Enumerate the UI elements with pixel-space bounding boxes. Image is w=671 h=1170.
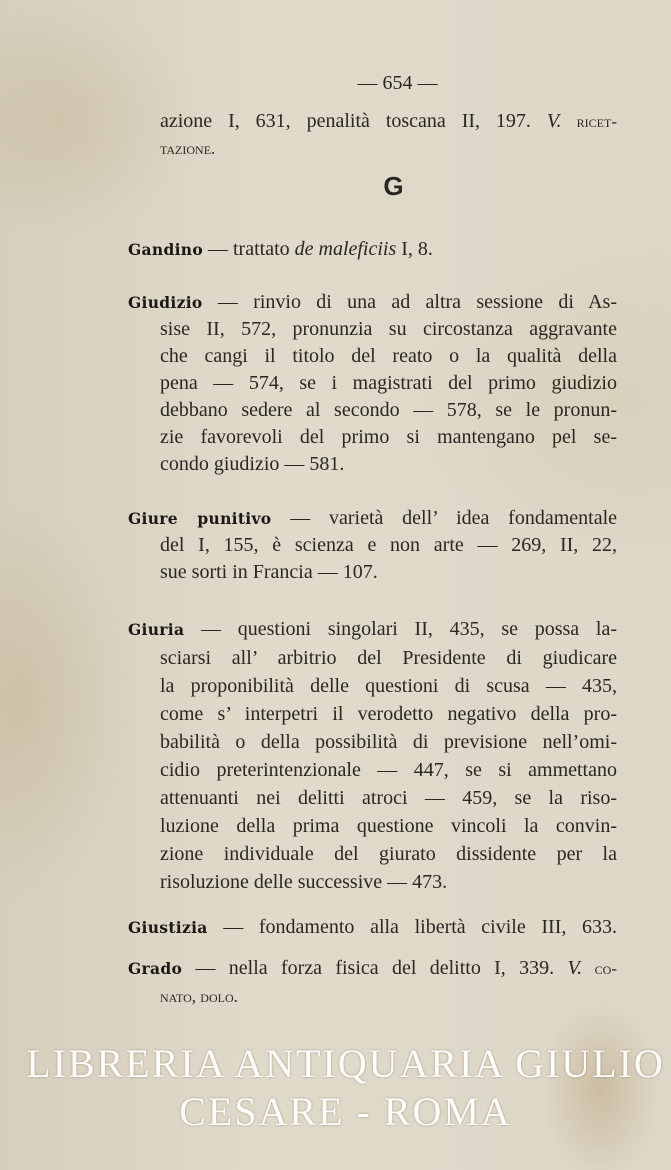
line: zione individuale del giurato dissidente per la	[160, 843, 617, 865]
line: — fondamento alla libertà civile III, 633.	[207, 916, 617, 938]
line: condo giudizio — 581.	[160, 453, 345, 475]
headword: Grado	[128, 959, 183, 978]
line: sue sorti in Francia — 107.	[160, 561, 378, 583]
cross-reference: tazione.	[160, 139, 216, 158]
line: luzione della prima questione vincoli la convin-	[160, 815, 617, 837]
headword: Giure punitivo	[128, 509, 272, 528]
line: babilità o della possibilità di previsione nell’omi-	[160, 731, 617, 753]
line: attenuanti nei delitti atroci — 459, se la riso-	[160, 787, 617, 809]
text: azione I, 631, penalità toscana II, 197.	[160, 110, 547, 132]
text-italic: de maleficiis	[294, 238, 397, 260]
cross-reference: nato, dolo.	[160, 987, 238, 1006]
headword: Gandino	[128, 240, 203, 259]
entry-grado	[128, 954, 617, 1010]
line: zie favorevoli del primo si mantengano pel se-	[160, 426, 617, 448]
line: come s’ interpetri il verodetto negativo della pro-	[160, 703, 617, 725]
entry-gandino	[128, 236, 617, 263]
entry-giuria	[128, 615, 617, 896]
line: che cangi il titolo del reato o la qualità della	[160, 345, 617, 367]
line: — questioni singolari II, 435, se possa la-	[184, 618, 617, 640]
cross-reference: ricet-	[561, 112, 617, 131]
text: I, 8.	[396, 238, 433, 260]
line: — varietà dell’ idea fondamentale	[271, 507, 617, 529]
page-number: — 654 —	[357, 72, 438, 94]
section-letter: G	[383, 171, 404, 201]
line: sise II, 572, pronunzia su circostanza aggravante	[160, 318, 617, 340]
cross-reference: co-	[582, 959, 617, 978]
entry-giustizia	[128, 914, 617, 941]
line: sciarsi all’ arbitrio del Presidente di giudicare	[160, 647, 617, 669]
line: del I, 155, è scienza e non arte — 269, II, 22,	[160, 534, 617, 556]
entry-giure-punitivo	[128, 505, 617, 586]
see-also-marker: V.	[546, 110, 562, 132]
see-also-marker: V.	[567, 957, 583, 979]
line: pena — 574, se i magistrati del primo giudizio	[160, 372, 617, 394]
line: — nella forza fisica del delitto I, 339.	[182, 957, 568, 979]
text-column	[26, 70, 665, 1136]
line: debbano sedere al secondo — 578, se le pronun-	[160, 399, 617, 421]
line: — rinvio di una ad altra sessione di As-	[202, 291, 617, 313]
headword: Giudizio	[128, 293, 203, 312]
line: risoluzione delle successive — 473.	[160, 871, 448, 893]
watermark: LIBRERIA ANTIQUARIA GIULIO CESARE - ROMA	[26, 1041, 665, 1134]
continuation-line	[128, 108, 617, 135]
entry-giudizio	[128, 289, 617, 478]
line: la proponibilità delle questioni di scusa — 435,	[160, 675, 617, 697]
headword: Giustizia	[128, 918, 208, 937]
headword: Giuria	[128, 620, 185, 639]
text: — trattato	[202, 238, 295, 260]
line: cidio preterintenzionale — 447, se si ammettano	[160, 759, 617, 781]
